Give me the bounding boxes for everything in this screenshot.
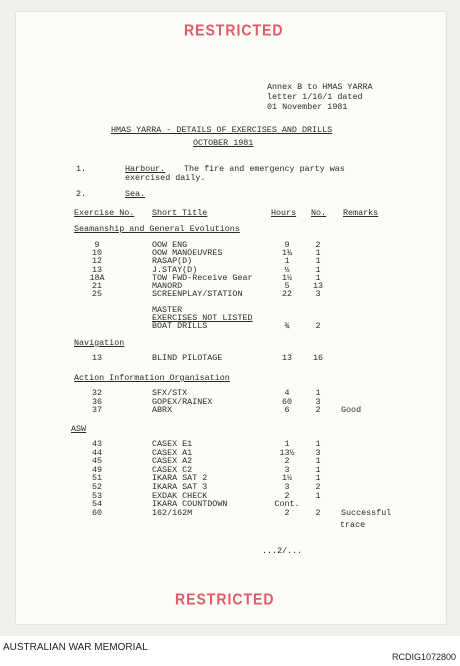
exercise-count: 13 bbox=[312, 281, 324, 291]
exercise-count: 3 bbox=[315, 447, 321, 458]
exercise-number: 49 bbox=[91, 464, 103, 475]
column-header-exercise-no: Exercise No. bbox=[74, 208, 135, 218]
exercise-count: 1 bbox=[315, 256, 321, 267]
exercise-title: EXDAK CHECK bbox=[152, 490, 208, 501]
exercise-hours: 1½ bbox=[281, 272, 293, 283]
exercise-title: OOW MANOEUVRES bbox=[152, 248, 223, 259]
exercise-title: RASAP(D) bbox=[152, 256, 193, 267]
exercise-title: SCREENPLAY/STATION bbox=[152, 289, 243, 300]
exercise-hours: 60 bbox=[281, 396, 293, 407]
exercise-number: 25 bbox=[91, 289, 103, 300]
exercise-hours: ½ bbox=[284, 264, 290, 275]
exercises-not-listed: EXERCISES NOT LISTED bbox=[152, 313, 253, 323]
exercise-hours: 6 bbox=[284, 405, 290, 415]
column-header-hours: Hours bbox=[271, 208, 297, 218]
exercise-count: 16 bbox=[312, 353, 324, 363]
exercise-number: 43 bbox=[91, 439, 103, 449]
exercise-count: 1 bbox=[315, 490, 321, 501]
exercise-count: 3 bbox=[315, 396, 321, 407]
exercise-number: 51 bbox=[91, 473, 103, 484]
item-2-number: 2. bbox=[76, 189, 87, 199]
boat-drills-count: 2 bbox=[315, 321, 321, 331]
exercise-count: 1 bbox=[315, 473, 321, 484]
exercise-hours: 3 bbox=[284, 464, 290, 475]
exercise-number: 37 bbox=[91, 405, 103, 415]
exercise-number: 53 bbox=[91, 490, 103, 501]
screenplay-cont: MASTER bbox=[152, 305, 183, 315]
exercise-hours: 1½ bbox=[281, 473, 293, 484]
document-heading: HMAS YARRA - DETAILS OF EXERCISES AND DRILLS bbox=[111, 125, 333, 135]
exercise-hours: 5 bbox=[284, 281, 290, 291]
item-1-heading: Harbour. bbox=[125, 164, 166, 174]
section-navigation: Navigation bbox=[74, 338, 125, 348]
exercise-title: IKARA SAT 2 bbox=[152, 473, 208, 484]
item-2-heading: Sea. bbox=[125, 189, 146, 199]
exercise-hours: 9 bbox=[284, 240, 290, 250]
section-aio: Action Information Organisation bbox=[74, 373, 230, 383]
exercise-number: 9 bbox=[94, 240, 100, 250]
exercise-hours: 2 bbox=[284, 490, 290, 501]
exercise-count: 1 bbox=[315, 464, 321, 475]
exercise-number: 44 bbox=[91, 447, 103, 458]
document-subheading: OCTOBER 1981 bbox=[193, 138, 254, 148]
annex-line-2: letter 1/16/1 dated bbox=[267, 92, 363, 102]
exercise-number: 52 bbox=[91, 482, 103, 492]
exercise-number: 32 bbox=[91, 388, 103, 398]
footer-reference: RCDIG1072800 bbox=[391, 652, 456, 662]
exercise-number: 54 bbox=[91, 499, 103, 510]
exercise-hours: 22 bbox=[281, 289, 293, 300]
column-header-short-title: Short Title bbox=[152, 208, 208, 218]
annex-line-1: Annex B to HMAS YARRA bbox=[267, 82, 373, 92]
exercise-remarks: Successful bbox=[341, 507, 392, 518]
exercise-title: TOW FWD-Receive Gear bbox=[152, 272, 253, 283]
exercise-number: 60 bbox=[91, 507, 103, 518]
item-1-number: 1. bbox=[76, 164, 87, 174]
exercise-title: BLIND PILOTAGE bbox=[152, 353, 223, 363]
exercise-hours: Cont. bbox=[274, 499, 300, 510]
exercise-number: 45 bbox=[91, 456, 103, 467]
item-1-text: The fire and emergency party was bbox=[184, 164, 345, 174]
exercise-title: MANORD bbox=[152, 281, 183, 291]
exercise-count: 1 bbox=[315, 272, 321, 283]
asw-remark-continued: trace bbox=[340, 520, 366, 530]
restricted-stamp-bottom: RESTRICTED bbox=[175, 589, 275, 609]
exercise-count: 2 bbox=[315, 482, 321, 492]
exercise-title: CASEX E1 bbox=[152, 439, 193, 449]
section-seamanship: Seamanship and General Evolutions bbox=[74, 224, 240, 234]
exercise-hours: 1 bbox=[284, 439, 290, 449]
exercise-count: 1 bbox=[315, 248, 321, 259]
exercise-hours: 2 bbox=[284, 507, 290, 518]
exercise-remarks: Good bbox=[341, 405, 362, 415]
exercise-hours: 13½ bbox=[279, 447, 295, 458]
exercise-count: 2 bbox=[315, 405, 321, 415]
footer-credit: AUSTRALIAN WAR MEMORIAL bbox=[3, 642, 148, 653]
exercise-title: OOW ENG bbox=[152, 240, 188, 250]
exercise-title: CASEX C2 bbox=[152, 464, 193, 475]
exercise-hours: 4 bbox=[284, 388, 290, 398]
boat-drills-title: BOAT DRILLS bbox=[152, 321, 208, 331]
exercise-count: 2 bbox=[315, 240, 321, 250]
exercise-title: CASEX A1 bbox=[152, 447, 193, 458]
exercise-number: 21 bbox=[91, 281, 103, 291]
exercise-number: 18A bbox=[89, 272, 105, 283]
exercise-title: 162/162M bbox=[152, 507, 193, 518]
boat-drills-hours: ¾ bbox=[284, 321, 290, 331]
exercise-number: 13 bbox=[91, 353, 103, 363]
exercise-number: 10 bbox=[91, 248, 103, 259]
exercise-title: J.STAY(D) bbox=[152, 264, 198, 275]
exercise-hours: 3 bbox=[284, 482, 290, 492]
exercise-title: GOPEX/RAINEX bbox=[152, 396, 213, 407]
exercise-count: 1 bbox=[315, 439, 321, 449]
exercise-number: 13 bbox=[91, 264, 103, 275]
exercise-count: 1 bbox=[315, 456, 321, 467]
continued-marker: ...2/... bbox=[262, 546, 303, 556]
exercise-title: ABRX bbox=[152, 405, 173, 415]
exercise-hours: 2 bbox=[284, 456, 290, 467]
section-asw: ASW bbox=[71, 424, 87, 434]
exercise-hours: 1 bbox=[284, 256, 290, 267]
exercise-title: CASEX A2 bbox=[152, 456, 193, 467]
exercise-hours: 13 bbox=[281, 353, 293, 363]
annex-line-3: 01 November 1981 bbox=[267, 102, 348, 112]
restricted-stamp-top: RESTRICTED bbox=[184, 20, 284, 40]
exercise-number: 12 bbox=[91, 256, 103, 267]
exercise-hours: 1¾ bbox=[281, 248, 293, 259]
exercise-number: 36 bbox=[91, 396, 103, 407]
exercise-count: 1 bbox=[315, 264, 321, 275]
column-header-no: No. bbox=[311, 208, 327, 218]
exercise-title: SFX/STX bbox=[152, 388, 188, 398]
exercise-count: 2 bbox=[315, 507, 321, 518]
exercise-title: IKARA SAT 3 bbox=[152, 482, 208, 492]
exercise-count: 1 bbox=[315, 388, 321, 398]
exercise-title: IKARA COUNTDOWN bbox=[152, 499, 228, 510]
column-header-remarks: Remarks bbox=[343, 208, 379, 218]
item-1-text-cont: exercised daily. bbox=[125, 173, 206, 183]
exercise-count: 3 bbox=[315, 289, 321, 300]
